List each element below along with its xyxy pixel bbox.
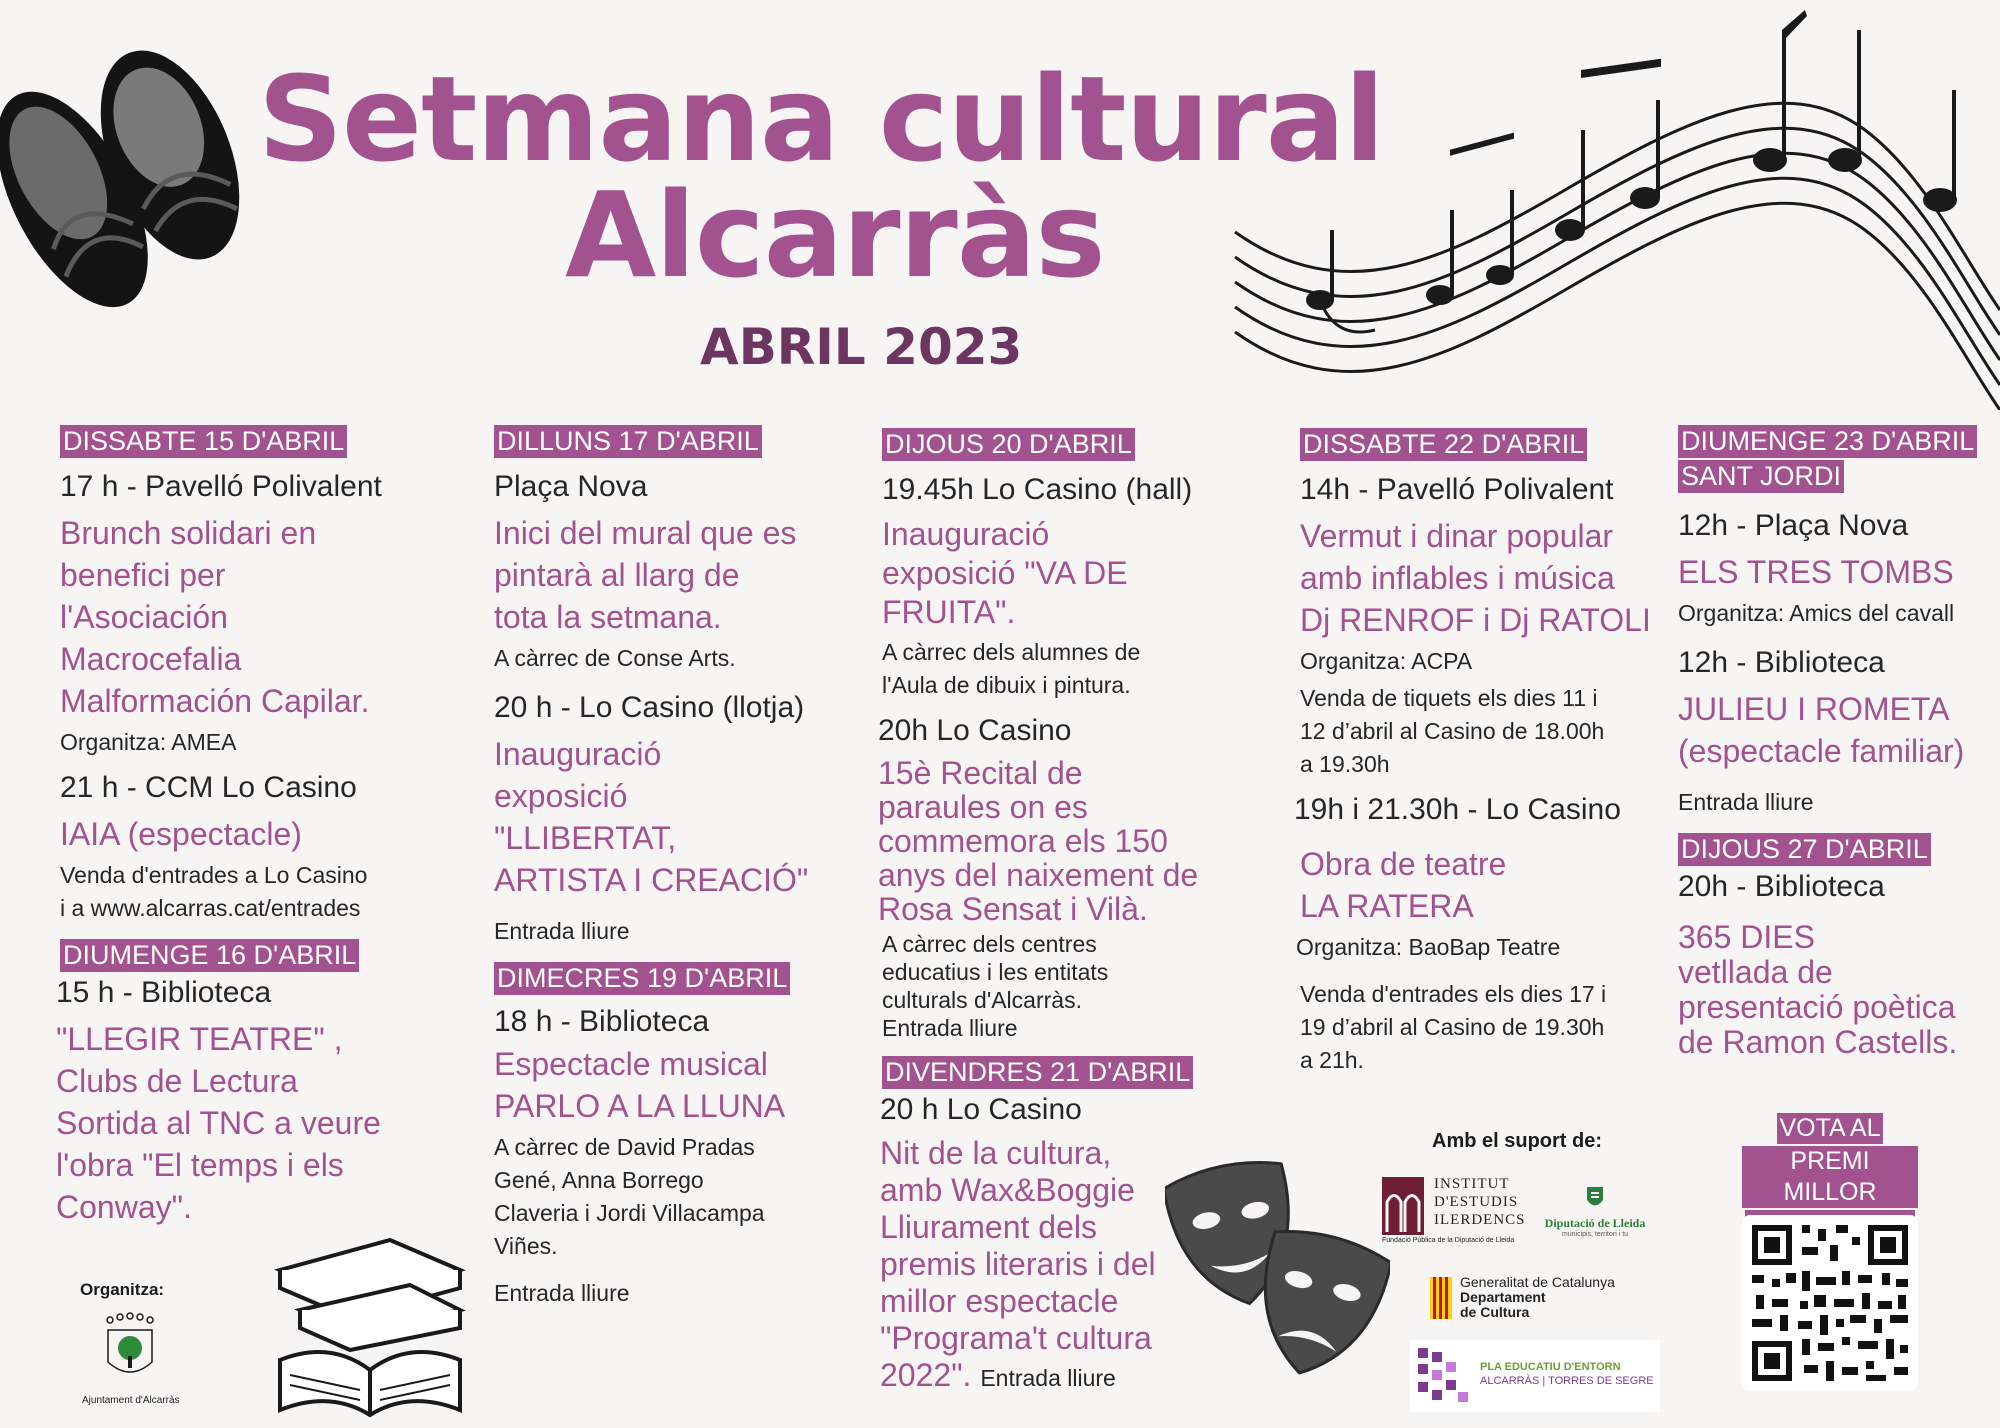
column-4 (1294, 428, 1670, 1077)
ballet-shoes-icon (0, 35, 260, 375)
organizer: A càrrec de Conse Arts. (494, 645, 736, 671)
time-place: 20 h Lo Casino (880, 1093, 1082, 1126)
time-place: Plaça Nova (494, 470, 648, 503)
column-2 (494, 425, 854, 1310)
organizer: Organitza: AMEA (60, 729, 237, 755)
event-description: ELS TRES TOMBS (1678, 554, 1954, 590)
credits-note: A càrrec dels alumnes de l'Aula de dibuix i pintura. (882, 639, 1141, 698)
title-line-1: Setmana cultural (258, 50, 1384, 188)
entry-note: Entrada lliure (980, 1365, 1116, 1391)
time-place: 19.45h Lo Casino (hall) (882, 473, 1193, 506)
iei-logo: INSTITUT D'ESTUDIS ILERDENCS Fundació Pública de la Diputació de Lleida (1382, 1176, 1526, 1244)
senyera-icon (1430, 1277, 1452, 1319)
entry-note: Entrada lliure (494, 918, 630, 944)
iei-arches-icon (1382, 1177, 1424, 1235)
time-place: 15 h - Biblioteca (56, 976, 272, 1009)
day-header: DISSABTE 15 D'ABRIL (60, 425, 347, 458)
day-header: DIMECRES 19 D'ABRIL (494, 962, 790, 995)
organizer-label: Organitza: (80, 1280, 165, 1299)
time-place: 12h - Plaça Nova (1678, 509, 1909, 542)
event-description: Obra de teatre LA RATERA (1300, 846, 1507, 924)
qr-code-icon[interactable] (1742, 1215, 1918, 1391)
time-place: 17 h - Pavelló Polivalent (60, 470, 382, 503)
day-header: DIVENDRES 21 D'ABRIL (882, 1056, 1193, 1089)
event-description: Inici del mural que es pintarà al llarg de tota la setmana. (494, 515, 797, 635)
event-description: Vermut i dinar popular amb inflables i música Dj RENROF i Dj RATOLI (1300, 518, 1651, 638)
entry-note: Entrada lliure (1678, 789, 1814, 815)
event-description: Inauguració exposició "LLIBERTAT, ARTISTA I CREACIÓ" (494, 736, 809, 898)
day-header: DILLUNS 17 D'ABRIL (494, 425, 762, 458)
day-header: DIJOUS 27 D'ABRIL (1678, 833, 1931, 866)
pla-mosaic-icon (1418, 1348, 1468, 1404)
day-header: DISSABTE 22 D'ABRIL (1300, 428, 1587, 461)
title-line-2: Alcarràs (565, 166, 1105, 304)
credits-note: A càrrec dels centres educatius i les entitats culturals d'Alcarràs. Entrada lliure (882, 931, 1109, 1041)
time-place: 18 h - Biblioteca (494, 1005, 710, 1038)
gencat-logo: Generalitat de Catalunya Departament de Cultura (1430, 1275, 1650, 1325)
ticket-note: Venda de tiquets els dies 11 i 12 d’abril al Casino de 18.00h a 19.30h (1300, 685, 1605, 777)
pla-educatiu-logo: PLA EDUCATIU D'ENTORN ALCARRÀS | TORRES DE SEGRE (1410, 1340, 1660, 1412)
event-description: JULIEU I ROMETA (espectacle familiar) (1678, 691, 1965, 769)
time-place: 21 h - CCM Lo Casino (60, 771, 357, 804)
day-header: DIUMENGE 23 D'ABRIL (1678, 425, 1977, 458)
day-header: DIUMENGE 16 D'ABRIL (60, 939, 359, 972)
event-description: Inauguració exposició "VA DE FRUITA". (882, 516, 1128, 630)
subtitle: ABRIL 2023 (700, 318, 1023, 376)
event-description: "LLEGIR TEATRE" , Clubs de Lectura Sortida al TNC a veure l'obra "El temps i els Conway". (56, 1021, 381, 1225)
time-place: 19h i 21.30h - Lo Casino (1294, 793, 1621, 826)
ticket-note: Venda d'entrades a Lo Casino i a www.alcarras.cat/entrades (60, 862, 368, 921)
time-place: 14h - Pavelló Polivalent (1300, 473, 1614, 506)
ticket-note: Venda d'entrades els dies 17 i 19 d’abril al Casino de 19.30h a 21h. (1300, 981, 1607, 1073)
diputacio-logo: Diputació de Lleida municipis, territori i tu (1535, 1185, 1655, 1238)
time-place: 12h - Biblioteca (1678, 646, 1885, 679)
event-description: 15è Recital de paraules on es commemora els 150 anys del naixement de Rosa Sensat i Vilà. (878, 755, 1199, 927)
time-place: 20 h - Lo Casino (llotja) (494, 691, 805, 724)
diputacio-shield-icon (1585, 1185, 1605, 1211)
support-label: Amb el suport de: (1432, 1130, 1603, 1152)
entry-note: Entrada lliure (494, 1280, 630, 1306)
books-icon (270, 1230, 470, 1420)
day-header: DIJOUS 20 D'ABRIL (882, 428, 1135, 461)
day-header-subtitle: SANT JORDI (1678, 460, 1844, 493)
ajuntament-name: Ajuntament d'Alcarràs (82, 1395, 180, 1406)
event-description: Brunch solidari en benefici per l'Asociación Macrocefalia Malformación Capilar. (60, 515, 370, 719)
organizer: Organitza: BaoBap Teatre (1296, 934, 1561, 960)
ajuntament-logo-icon (100, 1312, 160, 1392)
column-1 (56, 425, 440, 1228)
time-place: 20h Lo Casino (878, 714, 1072, 747)
event-description: Nit de la cultura, amb Wax&Boggie Lliurament dels premis literaris i del millor espectacle "Programa't cultura 2022". Entrada lliure (880, 1135, 1156, 1393)
credits-note: A càrrec de David Pradas Gené, Anna Borrego Claveria i Jordi Villacampa Viñes. (494, 1134, 765, 1259)
organizer: Organitza: Amics del cavall (1678, 600, 1955, 626)
organizer: Organitza: ACPA (1300, 648, 1473, 674)
event-description: 365 DIES vetllada de presentació poètica de Ramon Castells. (1678, 919, 1958, 1060)
event-description: IAIA (espectacle) (60, 816, 302, 852)
vote-banner: VOTA AL PREMI MILLOR (1742, 1112, 1918, 1242)
time-place: 20h - Biblioteca (1678, 870, 1885, 903)
column-5 (1678, 425, 2000, 1060)
event-description: Espectacle musical PARLO A LA LLUNA (494, 1046, 786, 1124)
theatre-masks-icon (1165, 1155, 1390, 1405)
